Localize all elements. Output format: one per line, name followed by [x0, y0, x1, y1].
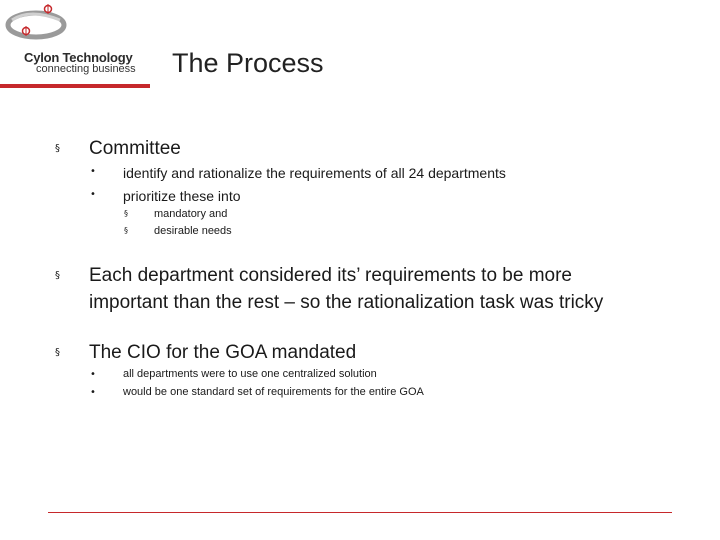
bullet-cio-mandate: The CIO for the GOA mandated: [89, 342, 357, 363]
sub-bullet-prioritize: prioritize these into: [123, 188, 241, 204]
square-bullet: §: [55, 143, 60, 154]
dot-bullet: •: [90, 369, 96, 380]
header-divider: [0, 84, 150, 88]
square-bullet-small: §: [124, 209, 128, 218]
sub-sub-bullet-desirable: desirable needs: [154, 225, 232, 237]
dot-bullet: •: [90, 189, 96, 200]
sub-bullet-centralized: all departments were to use one centralized solution: [123, 368, 377, 380]
company-logo: [0, 0, 160, 86]
bullet-department-line2: important than the rest – so the rationalization task was tricky: [89, 292, 604, 313]
logo-tagline: connecting business: [36, 63, 136, 75]
bullet-committee: Committee: [89, 138, 181, 159]
sub-sub-bullet-mandatory: mandatory and: [154, 208, 228, 220]
logo-company-name: Cylon Technology: [24, 50, 133, 65]
square-bullet-small: §: [124, 226, 128, 235]
footer-divider: [48, 512, 672, 513]
bullet-department-line1: Each department considered its’ requirements to be more: [89, 265, 572, 286]
square-bullet: §: [55, 347, 60, 358]
slide-title: The Process: [172, 48, 324, 78]
dot-bullet: •: [90, 387, 96, 398]
dot-bullet: •: [90, 166, 96, 177]
sub-bullet-identify: identify and rationalize the requirements of all 24 departments: [123, 165, 506, 181]
square-bullet: §: [55, 270, 60, 281]
sub-bullet-standard-set: would be one standard set of requirements for the entire GOA: [123, 386, 424, 398]
